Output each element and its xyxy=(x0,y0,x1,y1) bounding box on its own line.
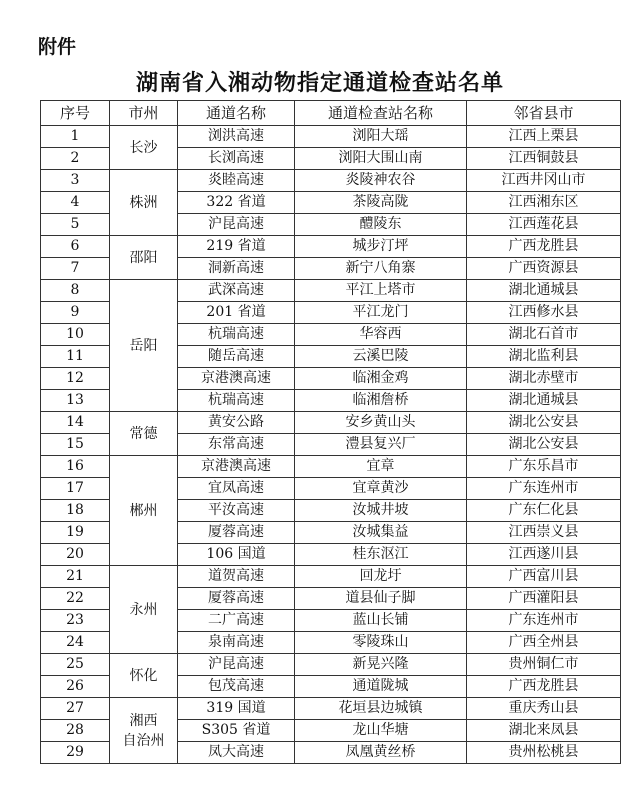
row-number: 22 xyxy=(41,588,110,610)
table-row xyxy=(41,280,621,302)
row-number: 5 xyxy=(41,214,110,236)
station-name: 华容西 xyxy=(295,324,467,346)
row-number: 28 xyxy=(41,720,110,742)
table-row xyxy=(41,412,621,434)
station-name: 宜章黄沙 xyxy=(295,478,467,500)
road-name: 武深高速 xyxy=(178,280,295,302)
road-name: 炎睦高速 xyxy=(178,170,295,192)
station-name: 花垣县边城镇 xyxy=(295,698,467,720)
station-name: 临湘金鸡 xyxy=(295,368,467,390)
row-number: 13 xyxy=(41,390,110,412)
row-number: 7 xyxy=(41,258,110,280)
city-cell: 怀化 xyxy=(110,654,178,698)
row-number: 26 xyxy=(41,676,110,698)
neighbor-county: 重庆秀山县 xyxy=(467,698,621,720)
road-name: 宜凤高速 xyxy=(178,478,295,500)
neighbor-county: 江西遂川县 xyxy=(467,544,621,566)
row-number: 20 xyxy=(41,544,110,566)
road-name: 洞新高速 xyxy=(178,258,295,280)
road-name: 沪昆高速 xyxy=(178,214,295,236)
station-name: 龙山华塘 xyxy=(295,720,467,742)
station-name: 蓝山长铺 xyxy=(295,610,467,632)
row-number: 17 xyxy=(41,478,110,500)
neighbor-county: 江西莲花县 xyxy=(467,214,621,236)
neighbor-county: 广东连州市 xyxy=(467,610,621,632)
station-name: 澧县复兴厂 xyxy=(295,434,467,456)
road-name: 杭瑞高速 xyxy=(178,324,295,346)
checkpoint-table xyxy=(40,100,621,764)
neighbor-county: 江西修水县 xyxy=(467,302,621,324)
neighbor-county: 贵州松桃县 xyxy=(467,742,621,764)
row-number: 9 xyxy=(41,302,110,324)
row-number: 15 xyxy=(41,434,110,456)
table-row xyxy=(41,170,621,192)
road-name: 道贺高速 xyxy=(178,566,295,588)
station-name: 安乡黄山头 xyxy=(295,412,467,434)
row-number: 21 xyxy=(41,566,110,588)
station-name: 道县仙子脚 xyxy=(295,588,467,610)
road-name: 201 省道 xyxy=(178,302,295,324)
row-number: 18 xyxy=(41,500,110,522)
neighbor-county: 广东连州市 xyxy=(467,478,621,500)
road-name: 长浏高速 xyxy=(178,148,295,170)
neighbor-county: 湖北公安县 xyxy=(467,412,621,434)
station-name: 凤凰黄丝桥 xyxy=(295,742,467,764)
row-number: 19 xyxy=(41,522,110,544)
table-row xyxy=(41,456,621,478)
table-row xyxy=(41,566,621,588)
road-name: 沪昆高速 xyxy=(178,654,295,676)
city-cell: 邵阳 xyxy=(110,236,178,280)
road-name: 东常高速 xyxy=(178,434,295,456)
road-name: S305 省道 xyxy=(178,720,295,742)
station-name: 临湘詹桥 xyxy=(295,390,467,412)
road-name: 平汝高速 xyxy=(178,500,295,522)
station-name: 零陵珠山 xyxy=(295,632,467,654)
row-number: 23 xyxy=(41,610,110,632)
neighbor-county: 广西资源县 xyxy=(467,258,621,280)
table-row xyxy=(41,236,621,258)
row-number: 12 xyxy=(41,368,110,390)
header-neighbor-county: 邻省县市 xyxy=(467,101,621,126)
row-number: 1 xyxy=(41,126,110,148)
station-name: 城步汀坪 xyxy=(295,236,467,258)
row-number: 29 xyxy=(41,742,110,764)
row-number: 16 xyxy=(41,456,110,478)
row-number: 14 xyxy=(41,412,110,434)
neighbor-county: 贵州铜仁市 xyxy=(467,654,621,676)
station-name: 浏阳大瑶 xyxy=(295,126,467,148)
city-cell: 郴州 xyxy=(110,456,178,566)
row-number: 10 xyxy=(41,324,110,346)
road-name: 219 省道 xyxy=(178,236,295,258)
city-cell: 常德 xyxy=(110,412,178,456)
road-name: 厦蓉高速 xyxy=(178,588,295,610)
attachment-label: 附件 xyxy=(38,36,77,58)
station-name: 桂东沤江 xyxy=(295,544,467,566)
neighbor-county: 湖北监利县 xyxy=(467,346,621,368)
row-number: 2 xyxy=(41,148,110,170)
neighbor-county: 湖北石首市 xyxy=(467,324,621,346)
neighbor-county: 湖北通城县 xyxy=(467,280,621,302)
row-number: 8 xyxy=(41,280,110,302)
row-number: 25 xyxy=(41,654,110,676)
station-name: 茶陵高陇 xyxy=(295,192,467,214)
table-header-row xyxy=(41,101,621,126)
neighbor-county: 广西龙胜县 xyxy=(467,676,621,698)
road-name: 浏洪高速 xyxy=(178,126,295,148)
table-row xyxy=(41,698,621,720)
road-name: 京港澳高速 xyxy=(178,456,295,478)
city-cell: 株洲 xyxy=(110,170,178,236)
header-road-name: 通道名称 xyxy=(178,101,295,126)
station-name: 醴陵东 xyxy=(295,214,467,236)
neighbor-county: 广西富川县 xyxy=(467,566,621,588)
neighbor-county: 江西铜鼓县 xyxy=(467,148,621,170)
neighbor-county: 湖北赤壁市 xyxy=(467,368,621,390)
station-name: 汝城集益 xyxy=(295,522,467,544)
city-cell: 长沙 xyxy=(110,126,178,170)
road-name: 106 国道 xyxy=(178,544,295,566)
neighbor-county: 江西井冈山市 xyxy=(467,170,621,192)
row-number: 6 xyxy=(41,236,110,258)
road-name: 319 国道 xyxy=(178,698,295,720)
station-name: 浏阳大围山南 xyxy=(295,148,467,170)
station-name: 回龙圩 xyxy=(295,566,467,588)
neighbor-county: 广东乐昌市 xyxy=(467,456,621,478)
neighbor-county: 江西崇义县 xyxy=(467,522,621,544)
station-name: 通道陇城 xyxy=(295,676,467,698)
station-name: 新晃兴隆 xyxy=(295,654,467,676)
city-cell: 湘西 自治州 xyxy=(110,698,178,764)
neighbor-county: 广西灌阳县 xyxy=(467,588,621,610)
road-name: 厦蓉高速 xyxy=(178,522,295,544)
station-name: 汝城井坡 xyxy=(295,500,467,522)
road-name: 杭瑞高速 xyxy=(178,390,295,412)
document-title: 湖南省入湘动物指定通道检查站名单 xyxy=(135,70,504,96)
road-name: 黄安公路 xyxy=(178,412,295,434)
row-number: 4 xyxy=(41,192,110,214)
city-cell: 永州 xyxy=(110,566,178,654)
station-name: 宜章 xyxy=(295,456,467,478)
neighbor-county: 湖北通城县 xyxy=(467,390,621,412)
city-cell: 岳阳 xyxy=(110,280,178,412)
road-name: 京港澳高速 xyxy=(178,368,295,390)
table-row xyxy=(41,654,621,676)
neighbor-county: 广东仁化县 xyxy=(467,500,621,522)
row-number: 27 xyxy=(41,698,110,720)
station-name: 炎陵神农谷 xyxy=(295,170,467,192)
road-name: 包茂高速 xyxy=(178,676,295,698)
row-number: 24 xyxy=(41,632,110,654)
row-number: 11 xyxy=(41,346,110,368)
header-station-name: 通道检查站名称 xyxy=(295,101,467,126)
neighbor-county: 江西湘东区 xyxy=(467,192,621,214)
neighbor-county: 湖北来凤县 xyxy=(467,720,621,742)
neighbor-county: 湖北公安县 xyxy=(467,434,621,456)
table-row xyxy=(41,126,621,148)
neighbor-county: 江西上栗县 xyxy=(467,126,621,148)
road-name: 泉南高速 xyxy=(178,632,295,654)
table-body xyxy=(41,126,621,764)
neighbor-county: 广西全州县 xyxy=(467,632,621,654)
station-name: 新宁八角寨 xyxy=(295,258,467,280)
neighbor-county: 广西龙胜县 xyxy=(467,236,621,258)
station-name: 平江上塔市 xyxy=(295,280,467,302)
row-number: 3 xyxy=(41,170,110,192)
road-name: 322 省道 xyxy=(178,192,295,214)
header-number: 序号 xyxy=(41,101,110,126)
station-name: 云溪巴陵 xyxy=(295,346,467,368)
station-name: 平江龙门 xyxy=(295,302,467,324)
header-city: 市州 xyxy=(110,101,178,126)
road-name: 二广高速 xyxy=(178,610,295,632)
road-name: 随岳高速 xyxy=(178,346,295,368)
road-name: 凤大高速 xyxy=(178,742,295,764)
